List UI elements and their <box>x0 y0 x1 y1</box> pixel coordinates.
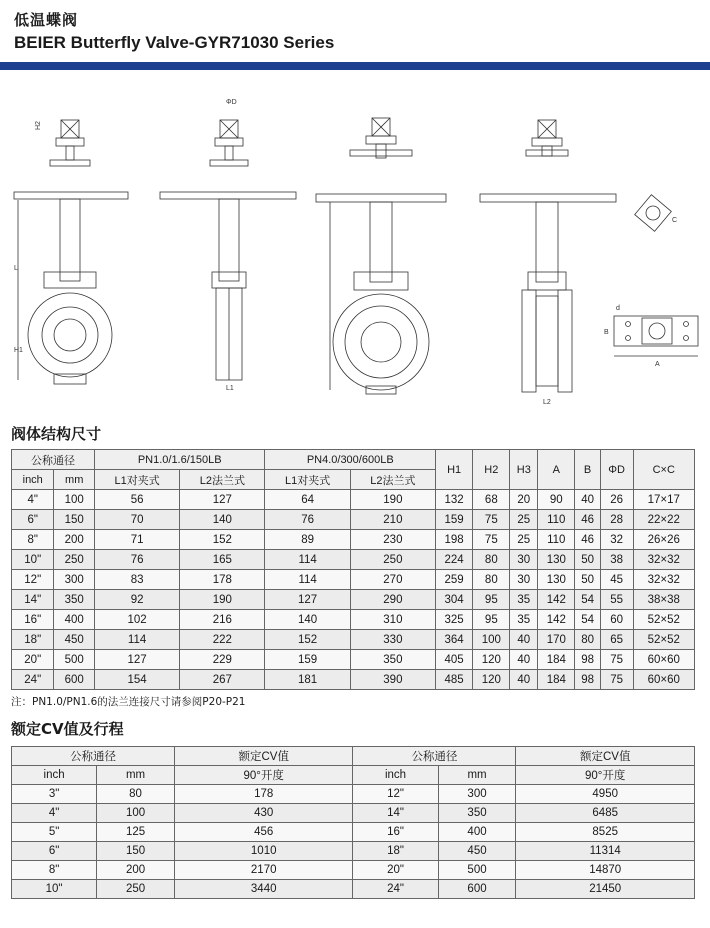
cv-col-cv-right: 额定CV值 <box>516 747 695 766</box>
table-cell: 20" <box>12 650 54 670</box>
table-cell: 405 <box>436 650 473 670</box>
cv-col-nominal-left: 公称通径 <box>12 747 175 766</box>
col-mm: mm <box>54 470 95 490</box>
table-cell: 76 <box>94 550 179 570</box>
table-cell: 98 <box>575 670 600 690</box>
table-cell: 50 <box>575 570 600 590</box>
table-cell: 450 <box>438 842 516 861</box>
table-cell: 127 <box>180 490 265 510</box>
label-l: L <box>14 265 18 272</box>
table-cell: 17×17 <box>633 490 695 510</box>
table-cell: 198 <box>436 530 473 550</box>
table-cell: 178 <box>180 570 265 590</box>
table-cell: 52×52 <box>633 630 695 650</box>
table-row <box>12 670 695 690</box>
table-row <box>12 570 695 590</box>
table-cell: 152 <box>180 530 265 550</box>
table-row <box>12 785 695 804</box>
table-cell: 20" <box>353 861 438 880</box>
col-l1-wafer-b: L1对夹式 <box>265 470 350 490</box>
label-h2: H2 <box>35 121 42 130</box>
table-cell: 14" <box>353 804 438 823</box>
table-cell: 100 <box>473 630 510 650</box>
table-cell: 18" <box>12 630 54 650</box>
table-row <box>12 610 695 630</box>
table-cell: 132 <box>436 490 473 510</box>
table-row <box>12 510 695 530</box>
table-cell: 300 <box>54 570 95 590</box>
table-cell: 600 <box>54 670 95 690</box>
table-cell: 70 <box>94 510 179 530</box>
label-phid: ΦD <box>226 99 237 106</box>
table-row <box>12 590 695 610</box>
table-cell: 8" <box>12 530 54 550</box>
cv-col-open-right: 90°开度 <box>516 766 695 785</box>
table-cell: 142 <box>538 590 575 610</box>
table-cell: 400 <box>54 610 95 630</box>
table-cell: 10" <box>12 880 97 899</box>
col-l1-wafer-a: L1对夹式 <box>94 470 179 490</box>
cv-col-inch-left: inch <box>12 766 97 785</box>
table-cell: 68 <box>473 490 510 510</box>
table-cell: 200 <box>54 530 95 550</box>
label-b: B <box>604 329 609 336</box>
table-cell: 80 <box>473 570 510 590</box>
table-cell: 350 <box>54 590 95 610</box>
table-cell: 159 <box>265 650 350 670</box>
table-cell: 181 <box>265 670 350 690</box>
table-cell: 250 <box>350 550 435 570</box>
label-h1: H1 <box>14 347 23 354</box>
table-cell: 170 <box>538 630 575 650</box>
table-row <box>12 861 695 880</box>
col-inch: inch <box>12 470 54 490</box>
table-cell: 222 <box>180 630 265 650</box>
table-cell: 5" <box>12 823 97 842</box>
table-cell: 20 <box>510 490 538 510</box>
cv-col-mm-right: mm <box>438 766 516 785</box>
table-cell: 127 <box>265 590 350 610</box>
cv-col-open-left: 90°开度 <box>174 766 353 785</box>
table-cell: 45 <box>600 570 633 590</box>
table-cell: 35 <box>510 610 538 630</box>
table-cell: 159 <box>436 510 473 530</box>
drawing-front-wafer <box>14 120 128 384</box>
table-cell: 364 <box>436 630 473 650</box>
table-cell: 75 <box>600 670 633 690</box>
table-cell: 98 <box>575 650 600 670</box>
table-cell: 190 <box>180 590 265 610</box>
table-cell: 456 <box>174 823 353 842</box>
table-row <box>12 490 695 510</box>
dimensions-note: 注：PN1.0/PN1.6的法兰连接尺寸请参阅P20-P21 <box>11 696 246 708</box>
table-cell: 75 <box>600 650 633 670</box>
page-title-cn: 低温蝶阀 <box>14 11 79 29</box>
table-cell: 25 <box>510 510 538 530</box>
table-cell: 12" <box>353 785 438 804</box>
table-cell: 18" <box>353 842 438 861</box>
table-cell: 350 <box>438 804 516 823</box>
label-d: d <box>616 305 620 312</box>
table-cell: 26×26 <box>633 530 695 550</box>
table-cell: 40 <box>510 650 538 670</box>
table-row <box>12 842 695 861</box>
table-cell: 40 <box>575 490 600 510</box>
table-cell: 304 <box>436 590 473 610</box>
table-cell: 142 <box>538 610 575 630</box>
table-cell: 130 <box>538 570 575 590</box>
table-cell: 10" <box>12 550 54 570</box>
table-cell: 22×22 <box>633 510 695 530</box>
table-cell: 100 <box>54 490 95 510</box>
table-cell: 2170 <box>174 861 353 880</box>
cv-col-inch-right: inch <box>353 766 438 785</box>
table-cell: 90 <box>538 490 575 510</box>
table-cell: 600 <box>438 880 516 899</box>
table-cell: 80 <box>575 630 600 650</box>
table-cell: 325 <box>436 610 473 630</box>
table-cell: 16" <box>353 823 438 842</box>
table-cell: 95 <box>473 590 510 610</box>
cv-section-title: 额定CV值及行程 <box>11 720 124 738</box>
table-cell: 140 <box>180 510 265 530</box>
table-cell: 350 <box>350 650 435 670</box>
table-cell: 230 <box>350 530 435 550</box>
table-cell: 100 <box>97 804 175 823</box>
table-cell: 114 <box>94 630 179 650</box>
table-cell: 150 <box>97 842 175 861</box>
table-cell: 165 <box>180 550 265 570</box>
label-l2: L2 <box>543 399 551 406</box>
table-cell: 120 <box>473 670 510 690</box>
table-cell: 6" <box>12 842 97 861</box>
table-cell: 54 <box>575 590 600 610</box>
table-cell: 110 <box>538 510 575 530</box>
drawing-stem-detail <box>635 195 672 232</box>
table-cell: 14870 <box>516 861 695 880</box>
table-cell: 6485 <box>516 804 695 823</box>
table-cell: 125 <box>97 823 175 842</box>
table-cell: 38×38 <box>633 590 695 610</box>
col-phid: ΦD <box>600 450 633 490</box>
col-nominal: 公称通径 <box>12 450 95 470</box>
table-cell: 3440 <box>174 880 353 899</box>
table-cell: 65 <box>600 630 633 650</box>
table-cell: 30 <box>510 570 538 590</box>
cv-col-mm-left: mm <box>97 766 175 785</box>
table-cell: 500 <box>54 650 95 670</box>
table-cell: 3" <box>12 785 97 804</box>
table-cell: 64 <box>265 490 350 510</box>
table-cell: 75 <box>473 510 510 530</box>
table-cell: 270 <box>350 570 435 590</box>
cv-col-nominal-right: 公称通径 <box>353 747 516 766</box>
table-cell: 178 <box>174 785 353 804</box>
table-cell: 140 <box>265 610 350 630</box>
table-cell: 250 <box>97 880 175 899</box>
header-bar <box>0 62 710 70</box>
table-cell: 60×60 <box>633 670 695 690</box>
table-cell: 46 <box>575 510 600 530</box>
table-cell: 8525 <box>516 823 695 842</box>
table-cell: 267 <box>180 670 265 690</box>
table-cell: 110 <box>538 530 575 550</box>
table-cell: 32×32 <box>633 550 695 570</box>
table-cell: 60×60 <box>633 650 695 670</box>
label-l1: L1 <box>226 385 234 392</box>
table-cell: 89 <box>265 530 350 550</box>
table-cell: 40 <box>510 670 538 690</box>
table-cell: 24" <box>12 670 54 690</box>
col-h1: H1 <box>436 450 473 490</box>
table-cell: 400 <box>438 823 516 842</box>
table-cell: 56 <box>94 490 179 510</box>
table-cell: 1010 <box>174 842 353 861</box>
table-cell: 390 <box>350 670 435 690</box>
label-a: A <box>655 361 660 368</box>
dimensions-table <box>11 449 695 690</box>
table-cell: 485 <box>436 670 473 690</box>
col-h2: H2 <box>473 450 510 490</box>
table-cell: 300 <box>438 785 516 804</box>
label-c: C <box>672 217 678 224</box>
drawing-side-wafer <box>160 120 296 380</box>
col-cxc: C×C <box>633 450 695 490</box>
table-cell: 55 <box>600 590 633 610</box>
table-cell: 28 <box>600 510 633 530</box>
col-l2-flange-b: L2法兰式 <box>350 470 435 490</box>
col-pn4: PN4.0/300/600LB <box>265 450 436 470</box>
table-cell: 76 <box>265 510 350 530</box>
table-cell: 114 <box>265 550 350 570</box>
table-cell: 75 <box>473 530 510 550</box>
table-cell: 12" <box>12 570 54 590</box>
table-cell: 26 <box>600 490 633 510</box>
table-cell: 330 <box>350 630 435 650</box>
table-cell: 224 <box>436 550 473 570</box>
table-cell: 152 <box>265 630 350 650</box>
table-cell: 50 <box>575 550 600 570</box>
table-cell: 83 <box>94 570 179 590</box>
table-cell: 450 <box>54 630 95 650</box>
drawing-top-flange-detail <box>614 316 698 356</box>
drawing-side-flanged <box>480 120 616 392</box>
table-cell: 127 <box>94 650 179 670</box>
table-cell: 250 <box>54 550 95 570</box>
table-row <box>12 823 695 842</box>
table-cell: 6" <box>12 510 54 530</box>
table-row <box>12 530 695 550</box>
table-cell: 500 <box>438 861 516 880</box>
col-pn1: PN1.0/1.6/150LB <box>94 450 265 470</box>
table-cell: 35 <box>510 590 538 610</box>
table-cell: 259 <box>436 570 473 590</box>
table-cell: 46 <box>575 530 600 550</box>
table-cell: 71 <box>94 530 179 550</box>
table-cell: 216 <box>180 610 265 630</box>
cv-table <box>11 746 695 899</box>
table-cell: 25 <box>510 530 538 550</box>
table-row <box>12 550 695 570</box>
table-cell: 54 <box>575 610 600 630</box>
table-cell: 32 <box>600 530 633 550</box>
col-l2-flange-a: L2法兰式 <box>180 470 265 490</box>
table-cell: 210 <box>350 510 435 530</box>
table-cell: 130 <box>538 550 575 570</box>
page-title-en: BEIER Butterfly Valve-GYR71030 Series <box>14 33 335 52</box>
col-b: B <box>575 450 600 490</box>
table-cell: 80 <box>473 550 510 570</box>
table-cell: 40 <box>510 630 538 650</box>
table-cell: 4" <box>12 490 54 510</box>
table-cell: 430 <box>174 804 353 823</box>
table-cell: 102 <box>94 610 179 630</box>
table-cell: 32×32 <box>633 570 695 590</box>
table-cell: 120 <box>473 650 510 670</box>
table-cell: 92 <box>94 590 179 610</box>
table-cell: 229 <box>180 650 265 670</box>
table-cell: 4950 <box>516 785 695 804</box>
table-cell: 16" <box>12 610 54 630</box>
drawing-front-flanged <box>316 118 446 394</box>
valve-technical-drawings <box>0 90 710 420</box>
table-cell: 190 <box>350 490 435 510</box>
table-cell: 52×52 <box>633 610 695 630</box>
table-cell: 30 <box>510 550 538 570</box>
table-cell: 21450 <box>516 880 695 899</box>
table-cell: 14" <box>12 590 54 610</box>
dimensions-section-title: 阀体结构尺寸 <box>11 425 102 443</box>
table-cell: 8" <box>12 861 97 880</box>
col-h3: H3 <box>510 450 538 490</box>
table-cell: 4" <box>12 804 97 823</box>
table-cell: 24" <box>353 880 438 899</box>
table-row <box>12 630 695 650</box>
table-cell: 154 <box>94 670 179 690</box>
table-cell: 114 <box>265 570 350 590</box>
table-row <box>12 804 695 823</box>
table-cell: 184 <box>538 670 575 690</box>
table-cell: 310 <box>350 610 435 630</box>
table-cell: 38 <box>600 550 633 570</box>
table-cell: 150 <box>54 510 95 530</box>
cv-col-cv-left: 额定CV值 <box>174 747 353 766</box>
col-a: A <box>538 450 575 490</box>
table-cell: 200 <box>97 861 175 880</box>
table-cell: 80 <box>97 785 175 804</box>
table-cell: 290 <box>350 590 435 610</box>
table-cell: 95 <box>473 610 510 630</box>
table-cell: 184 <box>538 650 575 670</box>
table-cell: 11314 <box>516 842 695 861</box>
table-row <box>12 880 695 899</box>
table-cell: 60 <box>600 610 633 630</box>
table-row <box>12 650 695 670</box>
